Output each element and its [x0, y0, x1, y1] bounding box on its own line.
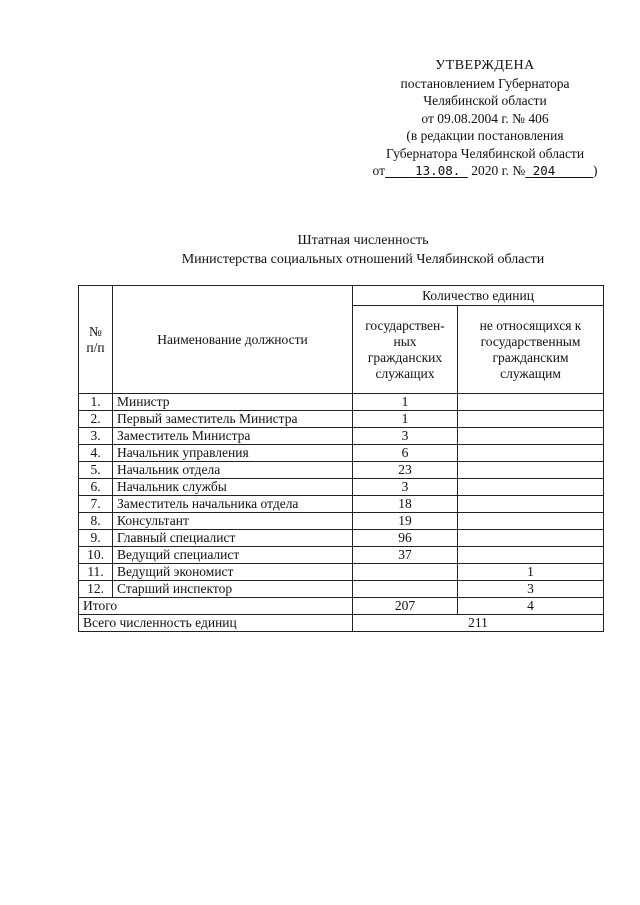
total-gov: 207: [353, 598, 458, 615]
table-header-row: [79, 286, 604, 306]
cell-num: 7.: [79, 496, 113, 513]
cell-gov: 23: [353, 462, 458, 479]
approval-number: [525, 163, 593, 178]
cell-name: Начальник отдела: [113, 462, 353, 479]
cell-gov: 1: [353, 411, 458, 428]
cell-gov: [353, 564, 458, 581]
table-row: [79, 547, 604, 564]
cell-name: Старший инспектор: [113, 581, 353, 598]
cell-gov: 37: [353, 547, 458, 564]
date-prefix: от: [372, 163, 386, 178]
approval-title: УТВЕРЖДЕНА: [435, 58, 535, 73]
approval-date-value: 13.08.: [415, 163, 461, 178]
cell-name: Ведущий специалист: [113, 547, 353, 564]
cell-non-gov: [458, 411, 604, 428]
cell-name: Главный специалист: [113, 530, 353, 547]
approval-number-value: 204: [532, 163, 556, 178]
cell-num: 2.: [79, 411, 113, 428]
total-non-gov: 4: [458, 598, 604, 615]
cell-non-gov: [458, 513, 604, 530]
document-title: [0, 231, 640, 269]
total-label: Итого: [79, 598, 353, 615]
header-non-gov: не относящихся к государственным гражданским служащим: [458, 306, 604, 394]
header-name: Наименование должности: [113, 286, 353, 394]
cell-name: Ведущий экономист: [113, 564, 353, 581]
cell-num: 8.: [79, 513, 113, 530]
total-row: [79, 598, 604, 615]
header-num: № п/п: [79, 286, 113, 394]
cell-gov: 18: [353, 496, 458, 513]
table-row: [79, 564, 604, 581]
approval-stamp: [360, 57, 610, 180]
cell-num: 9.: [79, 530, 113, 547]
cell-gov: 3: [353, 428, 458, 445]
approval-dateline: [360, 162, 610, 180]
cell-num: 6.: [79, 479, 113, 496]
cell-num: 11.: [79, 564, 113, 581]
cell-non-gov: [458, 428, 604, 445]
grand-total-value: 211: [353, 615, 604, 632]
table-row: [79, 581, 604, 598]
grand-total-row: [79, 615, 604, 632]
cell-name: Заместитель начальника отдела: [113, 496, 353, 513]
cell-num: 12.: [79, 581, 113, 598]
cell-gov: 1: [353, 394, 458, 411]
cell-gov: 96: [353, 530, 458, 547]
cell-name: Первый заместитель Министра: [113, 411, 353, 428]
cell-non-gov: [458, 479, 604, 496]
cell-non-gov: 3: [458, 581, 604, 598]
cell-non-gov: 1: [458, 564, 604, 581]
table-row: [79, 394, 604, 411]
cell-gov: [353, 581, 458, 598]
approval-line: (в редакции постановления: [406, 128, 564, 143]
cell-name: Начальник службы: [113, 479, 353, 496]
cell-name: Консультант: [113, 513, 353, 530]
grand-total-label: Всего численность единиц: [79, 615, 353, 632]
staff-table: [78, 285, 604, 632]
table-body: [79, 394, 604, 598]
cell-name: Министр: [113, 394, 353, 411]
cell-name: Начальник управления: [113, 445, 353, 462]
table-row: [79, 428, 604, 445]
table-row: [79, 513, 604, 530]
cell-num: 1.: [79, 394, 113, 411]
cell-name: Заместитель Министра: [113, 428, 353, 445]
table-row: [79, 530, 604, 547]
cell-gov: 3: [353, 479, 458, 496]
cell-num: 3.: [79, 428, 113, 445]
table-row: [79, 445, 604, 462]
header-group: Количество единиц: [353, 286, 604, 306]
cell-non-gov: [458, 496, 604, 513]
approval-line: Губернатора Челябинской области: [385, 145, 585, 161]
title-line-1: Штатная численность: [297, 233, 429, 248]
table-row: [79, 479, 604, 496]
approval-date: [385, 163, 468, 178]
cell-gov: 19: [353, 513, 458, 530]
cell-non-gov: [458, 445, 604, 462]
cell-non-gov: [458, 462, 604, 479]
title-line-2: Министерства социальных отношений Челябинской области: [181, 252, 545, 267]
approval-line: от 09.08.2004 г. № 406: [421, 110, 549, 126]
approval-line: Челябинской области: [423, 93, 547, 108]
cell-gov: 6: [353, 445, 458, 462]
table-row: [79, 411, 604, 428]
cell-non-gov: [458, 547, 604, 564]
table-row: [79, 496, 604, 513]
cell-num: 5.: [79, 462, 113, 479]
table-row: [79, 462, 604, 479]
cell-num: 10.: [79, 547, 113, 564]
close-paren: ): [592, 163, 598, 178]
year-text: 2020 г. №: [471, 163, 526, 178]
cell-non-gov: [458, 394, 604, 411]
cell-non-gov: [458, 530, 604, 547]
cell-num: 4.: [79, 445, 113, 462]
approval-line: постановлением Губернатора: [400, 75, 570, 91]
header-gov: государствен-ных гражданских служащих: [353, 306, 458, 394]
